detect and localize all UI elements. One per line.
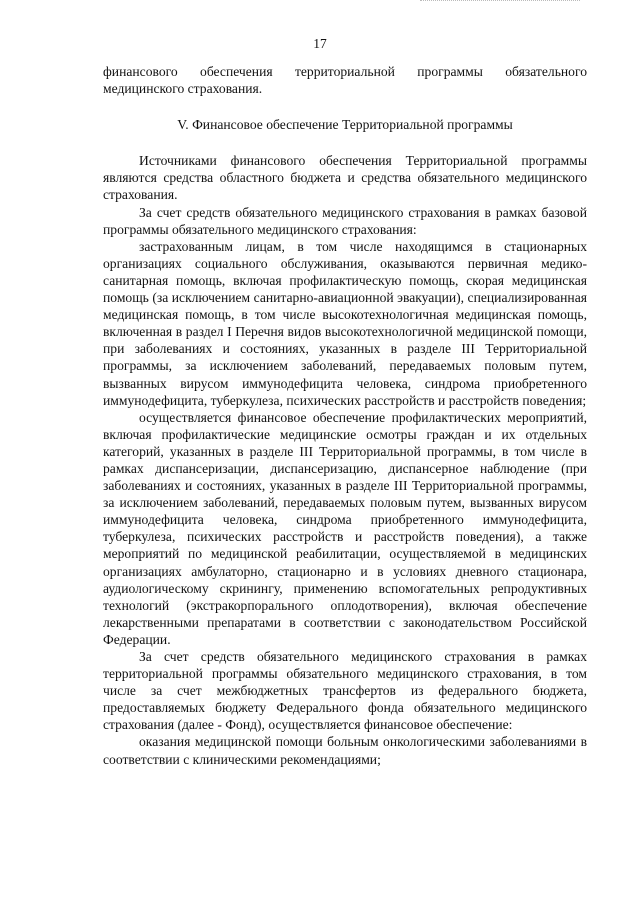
paragraph-territorial-program: За счет средств обязательного медицинского страхования в рамках территориальной программы обязательного медицинского страхования, в том числе за счет межбюджетных трансфертов из федерального бюджета, предоставляемых бюджету Федерального фонда обязательного медицинского страхования (далее - Фонд), осуществляется финансовое обеспечение:	[103, 649, 587, 733]
paragraph-continuation: финансового обеспечения территориальной программы обязательного медицинского страхования.	[103, 64, 587, 97]
paragraph-insured-persons: застрахованным лицам, в том числе находящимся в стационарных организациях социального обслуживания, оказываются первичная медико-санитарная помощь, включая профилактическую помощь, скорая медицинская помощь (за исключением санитарно-авиационной эвакуации), специализированная медицинская помощь, в том числе высокотехнологичная медицинская помощь, включенная в раздел I Перечня видов высокотехнологичной медицинской помощи, при заболеваниях и состояниях, указанных в разделе III Территориальной программы, за исключением заболеваний, передаваемых половым путем, вызванных вирусом иммунодефицита человека, синдрома приобретенного иммунодефицита, туберкулеза, психических расстройств и расстройств поведения;	[103, 238, 587, 408]
paragraph-basic-program: За счет средств обязательного медицинского страхования в рамках базовой программы обязательного медицинского страхования:	[103, 204, 587, 237]
scan-edge-mark	[420, 0, 580, 2]
paragraph-preventive-measures: осуществляется финансовое обеспечение профилактических мероприятий, включая профилактические медицинские осмотры граждан и их отдельных категорий, указанных в разделе III Территориальной программы, в том числе в рамках диспансеризации, диспансеризацию, диспансерное наблюдение (при заболеваниях и состояниях, указанных в разделе III Территориальной программы, за исключением заболеваний, передаваемых половым путем, вызванных вирусом иммунодефицита человека, синдрома приобретенного иммунодефицита, туберкулеза, психических расстройств и расстройств поведения), а также мероприятий по медицинской реабилитации, осуществляемой в медицинских организациях амбулаторно, стационарно и в условиях дневного стационара, аудиологическому скринингу, применению вспомогательных репродуктивных технологий (экстракорпорального оплодотворения), включая обеспечение лекарственными препаратами в соответствии с законодательством Российской Федерации.	[103, 409, 587, 647]
document-body	[103, 63, 587, 768]
paragraph-funding-sources: Источниками финансового обеспечения Территориальной программы являются средства областного бюджета и средства обязательного медицинского страхования.	[103, 153, 587, 203]
page-number: 17	[313, 36, 327, 51]
section-heading: V. Финансовое обеспечение Территориальной программы	[177, 117, 513, 133]
paragraph-oncology-care: оказания медицинской помощи больным онкологическими заболеваниями в соответствии с клиническими рекомендациями;	[103, 734, 587, 767]
